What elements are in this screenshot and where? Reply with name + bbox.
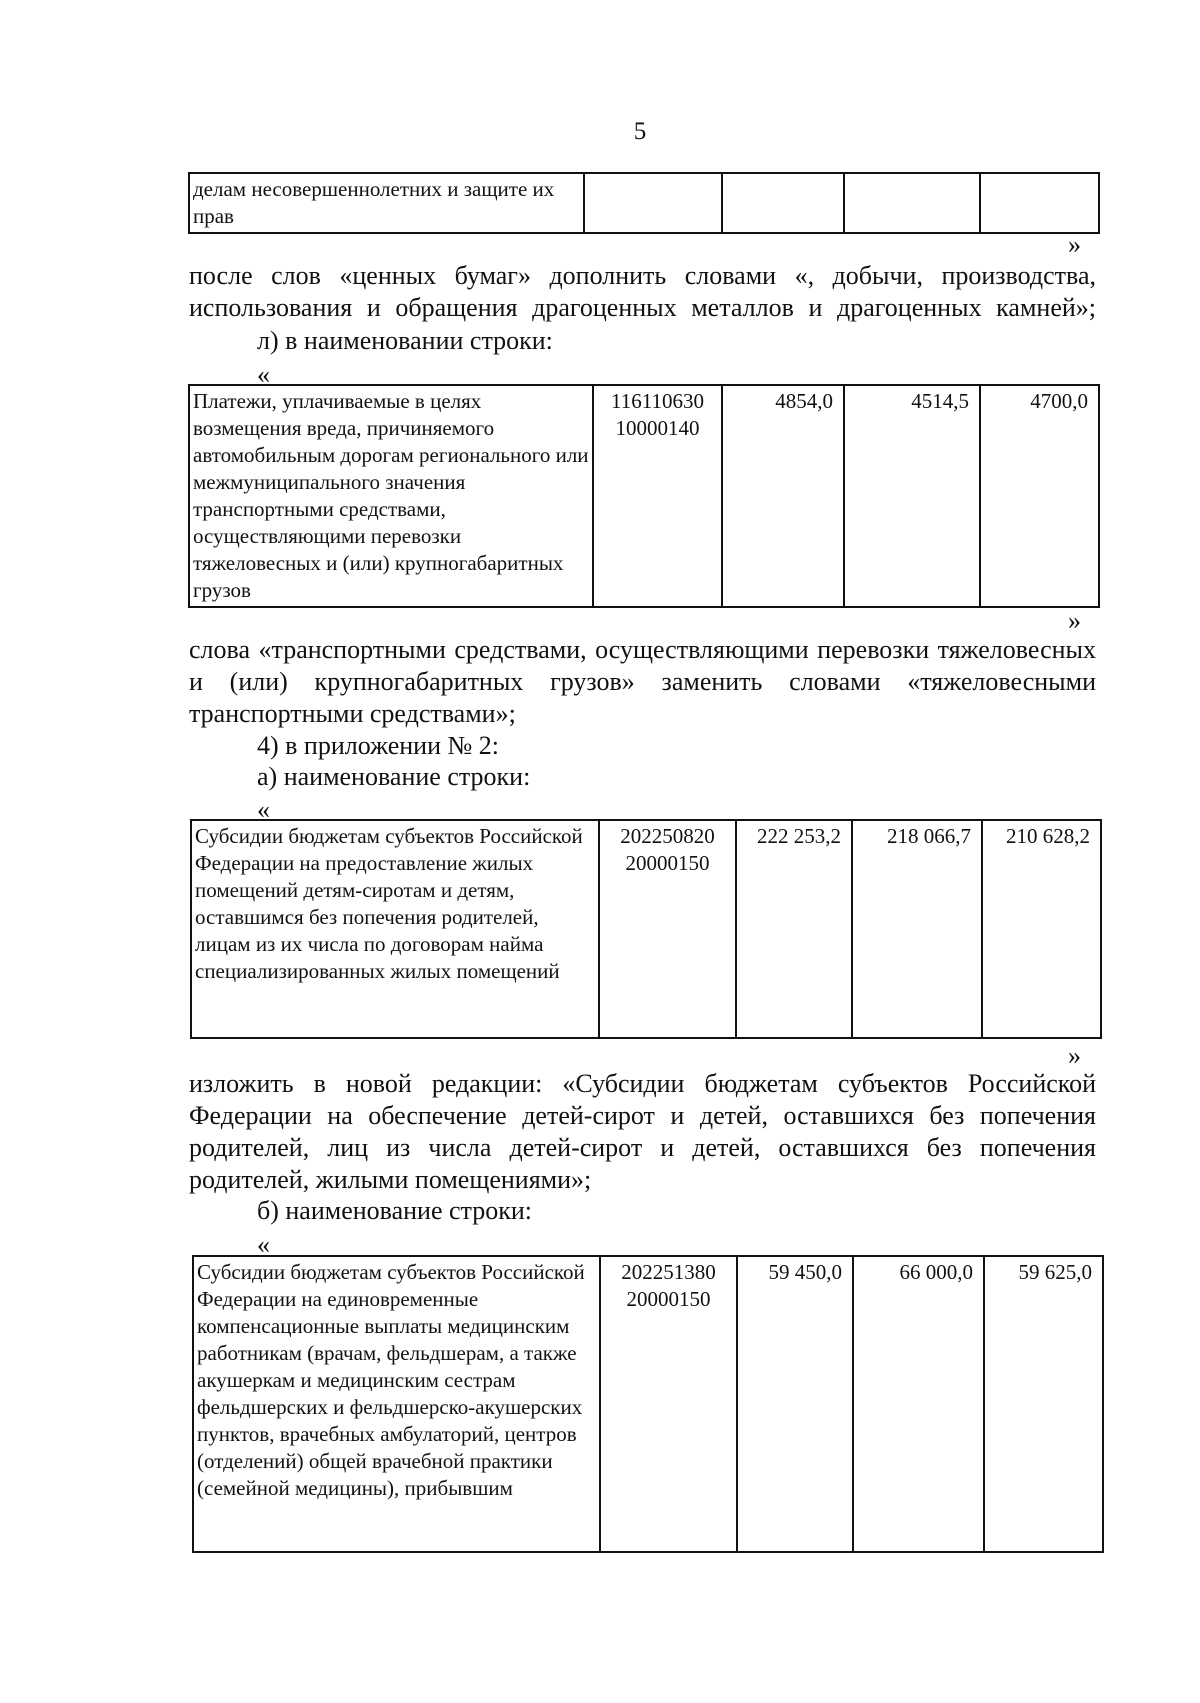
row-code: 202250820 20000150 (599, 820, 736, 1038)
row-value-2: 66 000,0 (853, 1256, 984, 1552)
quote-open: « (257, 795, 270, 824)
table-row (189, 385, 1099, 607)
row-code: 116110630 10000140 (593, 385, 722, 607)
row-name: делам несовершеннолетних и защите их прав (189, 173, 584, 233)
row-name: Платежи, уплачиваемые в целях возмещения вреда, причиняемого автомобильным дорогам регионального или межмуниципального значения транспортными средствами, осуществляющими перевозки тяжеловесных и (или) крупногабаритных грузов (189, 385, 593, 607)
row-value-1: 59 450,0 (737, 1256, 853, 1552)
row-value-2: 4514,5 (844, 385, 980, 607)
table-continuation (188, 172, 1100, 234)
row-value-3: 210 628,2 (982, 820, 1101, 1038)
row-value-3: 59 625,0 (984, 1256, 1103, 1552)
row-value-3 (980, 173, 1099, 233)
row-value-1: 4854,0 (722, 385, 844, 607)
row-name: Субсидии бюджетам субъектов Российской Федерации на единовременные компенсационные выплаты медицинским работникам (врачам, фельдшерам, а также акушеркам и медицинским сестрам фельдшерских и фельдшерско-акушерских пунктов, врачебных амбулаторий, центров (отделений) общей врачебной практики (семейной медицины), прибывшим (193, 1256, 600, 1552)
row-name: Субсидии бюджетам субъектов Российской Федерации на предоставление жилых помещений детям-сиротам и детям, оставшимся без попечения родителей, лицам из их числа по договорам найма специализированных жилых помещений (191, 820, 599, 1038)
quote-close: » (1068, 606, 1081, 635)
table-subsidies-housing (190, 819, 1102, 1039)
row-code (584, 173, 722, 233)
row-code: 202251380 20000150 (600, 1256, 737, 1552)
row-value-1: 222 253,2 (736, 820, 852, 1038)
item-l: л) в наименовании строки: (257, 326, 553, 355)
table-row (191, 820, 1101, 1038)
paragraph-3: изложить в новой редакции: «Субсидии бюджетам субъектов Российской Федерации на обеспечение детей-сирот и детей, оставшихся без попечения родителей, лиц из числа детей-сирот и детей, оставшихся без попечения родителей, жилыми помещениями»; (189, 1069, 1096, 1194)
row-value-3: 4700,0 (980, 385, 1099, 607)
table-subsidies-medical (192, 1255, 1104, 1553)
row-value-1 (722, 173, 844, 233)
paragraph-2: слова «транспортными средствами, осуществляющими перевозки тяжеловесных и (или) крупногабаритных грузов» заменить словами «тяжеловесными транспортными средствами»; (189, 635, 1096, 728)
quote-close: » (1068, 230, 1081, 259)
table-row (193, 1256, 1103, 1552)
page-number: 5 (633, 118, 647, 145)
item-4: 4) в приложении № 2: (257, 731, 500, 760)
quote-open: « (257, 1230, 270, 1259)
quote-open: « (257, 360, 270, 389)
paragraph-1: после слов «ценных бумаг» дополнить словами «, добычи, производства, использования и обращения драгоценных металлов и драгоценных камней»; (189, 261, 1096, 322)
item-a: а) наименование строки: (257, 762, 531, 791)
table-payments (188, 384, 1100, 608)
table-row (189, 173, 1099, 233)
quote-close: » (1068, 1041, 1081, 1070)
row-value-2: 218 066,7 (852, 820, 982, 1038)
item-b: б) наименование строки: (257, 1196, 532, 1225)
row-value-2 (844, 173, 980, 233)
